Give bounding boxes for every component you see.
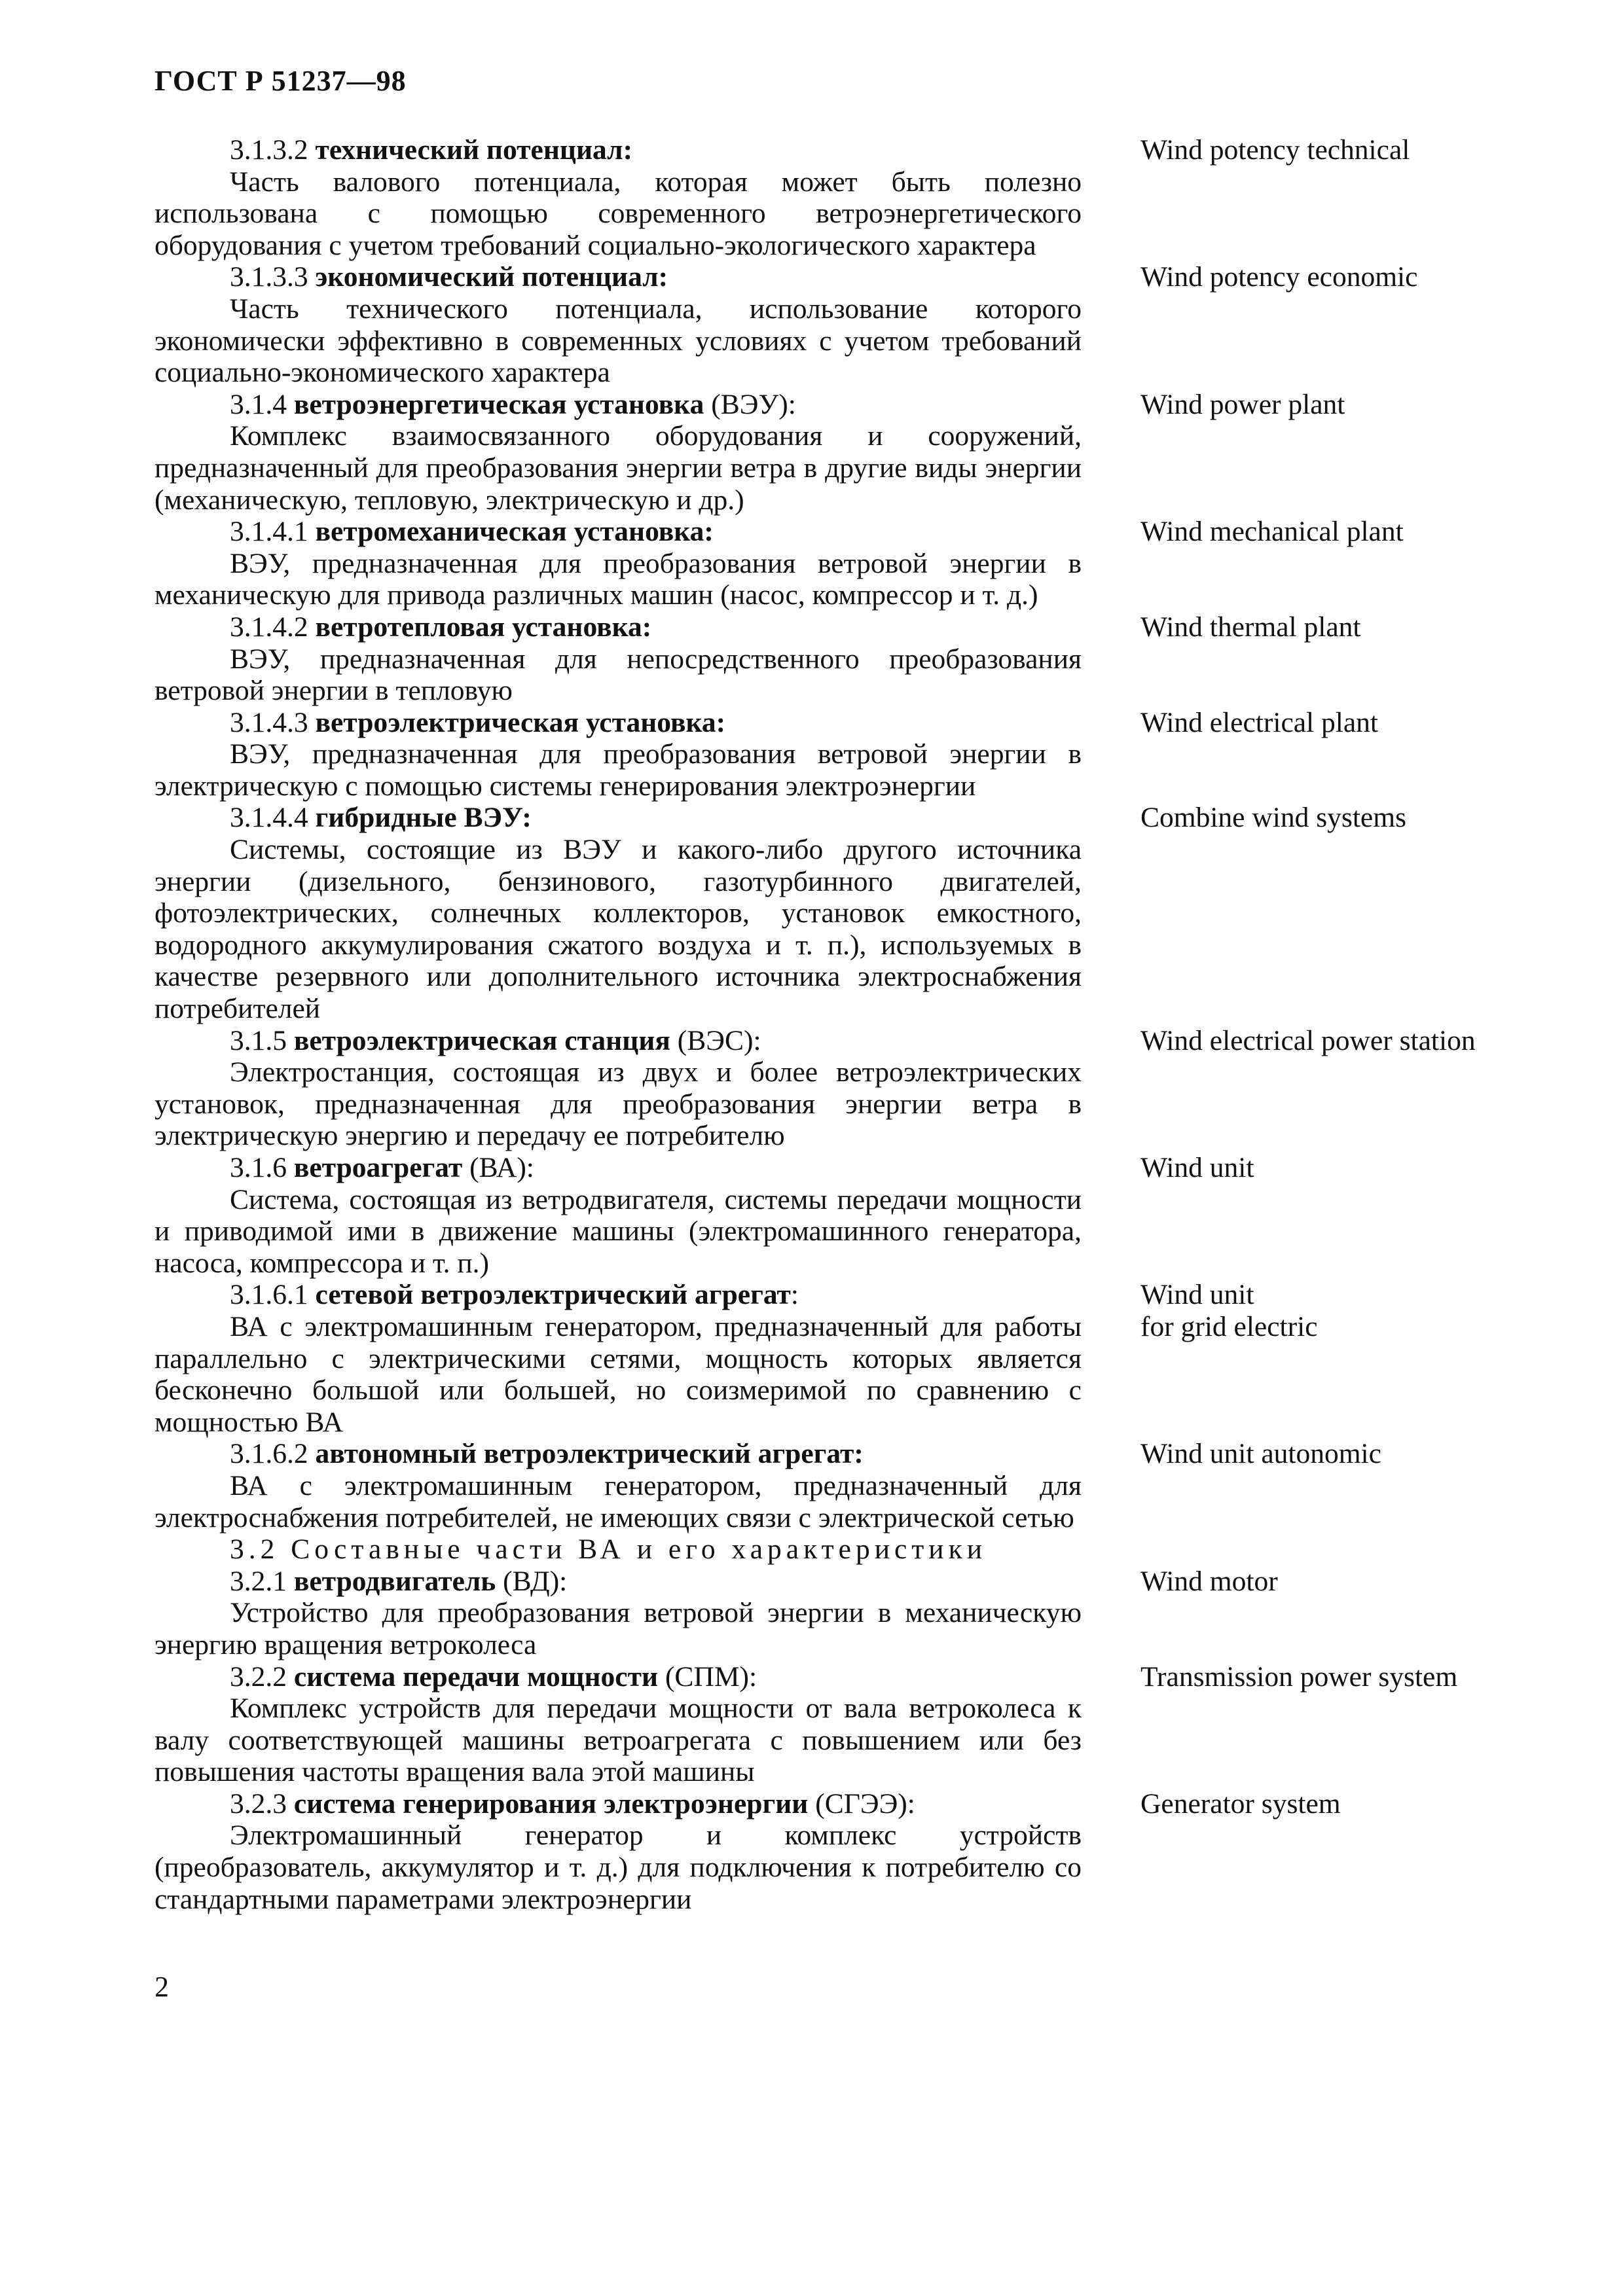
term-line [155,1788,1082,1820]
term-entry [155,1438,1582,1534]
term-abbr: (СГЭЭ): [808,1787,915,1820]
term-english-equivalent: Generator system [1140,1787,1341,1820]
term-number: 3.1.3.3 [230,261,308,293]
term-abbr: : [790,1279,799,1311]
term-entry [155,1152,1582,1279]
term-entry [155,1661,1582,1788]
term-abbr: (ВА): [462,1152,534,1183]
term-entry [155,707,1582,802]
term-abbr: (СПМ): [658,1660,757,1693]
term-abbr: (ВД): [496,1565,568,1597]
term-description: Комплекс устройств для передачи мощности от вала ветроколеса к валу соответствующей машины ветроагрегата с повышением или без повышения частоты вращения вала этой машины [155,1693,1082,1788]
term-number: 3.1.6.1 [230,1279,308,1311]
term-line [155,1661,1082,1693]
term-english-equivalent: Wind unit [1140,1152,1254,1183]
term-entry [155,134,1582,261]
term-line [155,1279,1082,1311]
term-name: сетевой ветроэлектрический агрегат [315,1279,791,1311]
term-description: ВА с электромашинным генератором, предназначенный для электроснабжения потребителей, не имеющих связи с электрической сетью [155,1469,1082,1534]
term-abbr: (ВЭС): [670,1024,761,1056]
term-number: 3.2.3 [230,1787,287,1820]
term-english-equivalent: Transmission power system [1140,1660,1458,1693]
term-line [155,1438,1082,1470]
term-description: ВА с электромашинным генератором, предназначенный для работы параллельно с электрическими сетями, мощность которых является бесконечно большой или большей, но соизмеримой по сравнению с мощностью ВА [155,1310,1082,1438]
term-description: Электромашинный генератор и комплекс устройств (преобразователь, аккумулятор и т. д.) для подключения к потребителю со стандартными параметрами электроэнергии [155,1820,1082,1915]
term-entry [155,261,1582,388]
term-name: ветроэлектрическая станция [293,1024,670,1056]
term-entry [155,389,1582,516]
term-abbr: (ВЭУ): [704,388,796,420]
term-definition-ru [155,389,1082,516]
term-entry [155,1279,1582,1438]
term-description: Системы, состоящие из ВЭУ и какого-либо другого источника энергии (дизельного, бензинового, газотурбинного двигателей, фотоэлектрических, солнечных коллекторов, установок емкостного, водородного аккумулирования сжатого воздуха и т. п.), используемых в качестве резервного или дополнительного источника электроснабжения потребителей [155,834,1082,1025]
term-english-equivalent: Wind mechanical plant [1140,516,1404,548]
term-entry [155,1566,1582,1661]
term-line [155,611,1082,643]
term-definition-ru [155,1788,1082,1915]
term-number: 3.2.2 [230,1660,287,1693]
term-line [155,1152,1082,1184]
term-english-equivalent: Wind potency economic [1140,261,1418,293]
term-description: Комплекс взаимосвязанного оборудования и сооружений, предназначенный для преобразования энергии ветра в другие виды энергии (механическую, тепловую, электрическую и др.) [155,420,1082,516]
term-entry [155,611,1582,707]
term-number: 3.1.4.4 [230,802,308,834]
section-heading: 3.2 Составные части ВА и его характеристики [230,1534,987,1566]
term-definition-ru [155,516,1082,611]
term-number: 3.1.5 [230,1024,287,1056]
term-description: Система, состоящая из ветродвигателя, системы передачи мощности и приводимой ими в движение машины (электромашинного генератора, насоса, компрессора и т. п.) [155,1183,1082,1279]
term-name: ветроэнергетическая установка [293,388,704,420]
term-line [155,134,1082,166]
term-entry [155,1788,1582,1915]
term-definition-ru [155,261,1082,388]
term-name: система передачи мощности [293,1660,659,1693]
term-english-equivalent: Wind electrical power station [1140,1024,1476,1056]
term-definition-ru [155,1279,1082,1438]
page-number: 2 [155,1971,169,2003]
term-definition-ru [155,707,1082,802]
term-english-equivalent: Wind motor [1140,1565,1278,1597]
term-name: ветромеханическая установка: [315,516,714,548]
term-line [155,1025,1082,1057]
section-heading-row [155,1534,1582,1566]
term-entry [155,516,1582,611]
term-description: Часть технического потенциала, использование которого экономически эффективно в современных условиях с учетом требований социально-экономического характера [155,293,1082,389]
term-name: ветротепловая установка: [315,611,652,643]
term-definition-ru [155,802,1082,1024]
term-definition-ru [155,1438,1082,1534]
term-description: ВЭУ, предназначенная для непосредственного преобразования ветровой энергии в тепловую [155,643,1082,707]
term-english-equivalent: Wind potency technical [1140,134,1410,166]
term-name: гибридные ВЭУ: [315,802,532,834]
term-english-equivalent: Wind electrical plant [1140,706,1378,738]
term-number: 3.1.4.3 [230,706,308,738]
term-entry [155,802,1582,1024]
term-name: автономный ветроэлектрический агрегат: [315,1438,864,1470]
term-number: 3.1.6.2 [230,1438,308,1470]
term-description: Электростанция, состоящая из двух и более ветроэлектрических установок, предназначенная для преобразования энергии ветра в электрическую энергию и передачу ее потребителю [155,1056,1082,1152]
term-number: 3.1.3.2 [230,134,308,166]
term-description: Часть валового потенциала, которая может быть полезно использована с помощью современного ветроэнергетического оборудования с учетом требований социально-экологического характера [155,166,1082,261]
term-number: 3.1.4.2 [230,611,308,643]
term-line [155,389,1082,421]
term-number: 3.1.4 [230,388,287,420]
term-english-equivalent: Wind thermal plant [1140,611,1361,643]
term-definition-ru [155,1566,1082,1661]
term-name: ветроагрегат [293,1152,463,1183]
term-description: ВЭУ, предназначенная для преобразования ветровой энергии в механическую для привода различных машин (насос, компрессор и т. д.) [155,547,1082,611]
terms-list [155,134,1582,1915]
term-number: 3.1.4.1 [230,516,308,548]
term-number: 3.1.6 [230,1152,287,1183]
section-heading-cell [155,1534,1082,1566]
document-header: ГОСТ Р 51237—98 [155,65,407,97]
term-definition-ru [155,1661,1082,1788]
term-english-equivalent: Combine wind systems [1140,802,1407,834]
term-name: система генерирования электроэнергии [293,1787,809,1820]
term-english-equivalent: Wind unit autonomic [1140,1438,1381,1470]
term-name: ветродвигатель [293,1565,496,1597]
term-line [155,516,1082,548]
term-name: экономический потенциал: [315,261,668,293]
term-line [155,1566,1082,1598]
term-english-equivalent: Wind unit for grid electric [1140,1279,1318,1342]
term-definition-ru [155,134,1082,261]
term-name: ветроэлектрическая установка: [315,706,726,738]
term-line [155,802,1082,834]
term-entry [155,1025,1582,1152]
term-description: ВЭУ, предназначенная для преобразования ветровой энергии в электрическую с помощью системы генерирования электроэнергии [155,738,1082,802]
term-definition-ru [155,611,1082,707]
term-definition-ru [155,1152,1082,1279]
term-english-equivalent: Wind power plant [1140,388,1345,420]
term-line [155,261,1082,293]
term-line [155,707,1082,739]
term-description: Устройство для преобразования ветровой энергии в механическую энергию вращения ветроколеса [155,1597,1082,1660]
term-name: технический потенциал: [315,134,633,166]
term-number: 3.2.1 [230,1565,287,1597]
term-definition-ru [155,1025,1082,1152]
